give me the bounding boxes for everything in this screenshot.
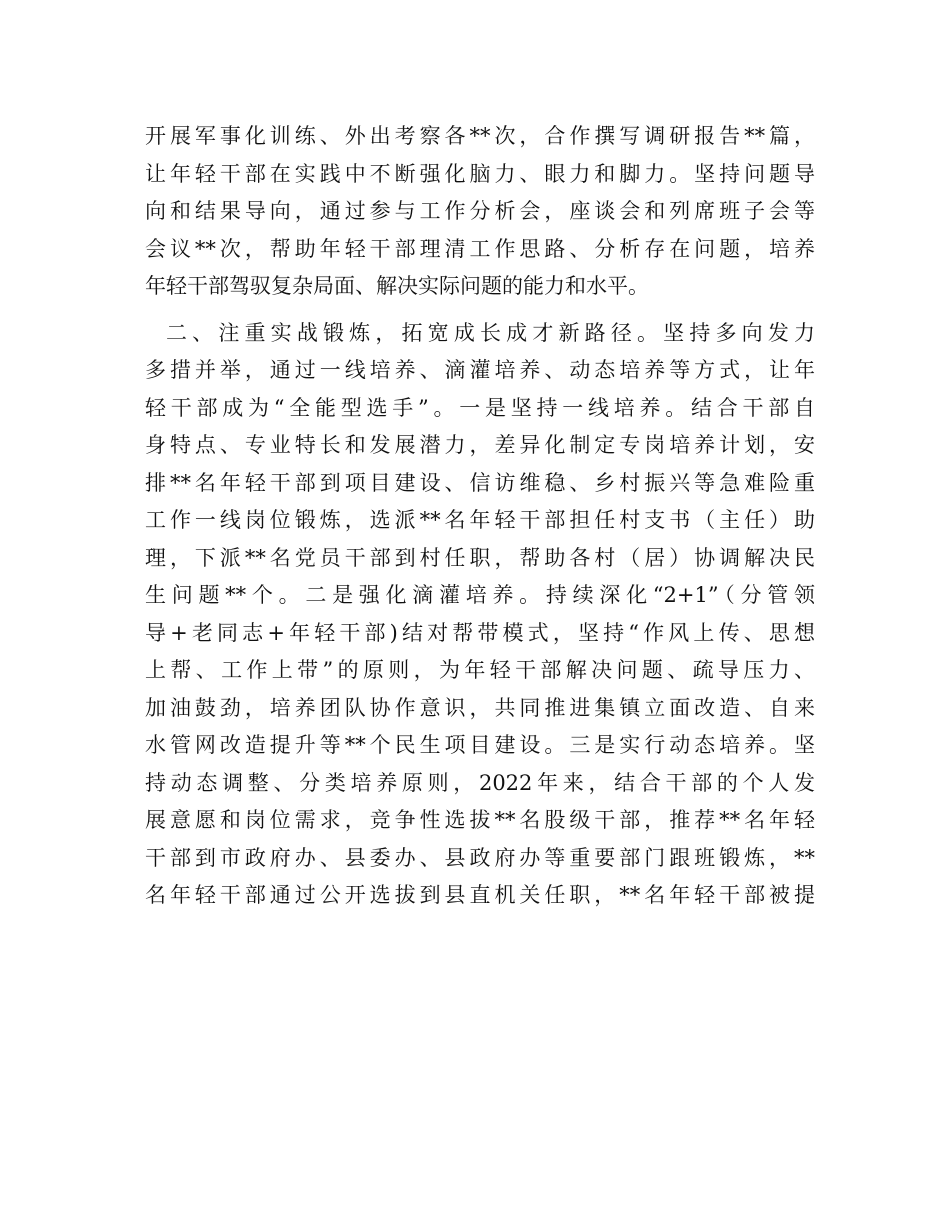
- text-line: 上帮、工作上带”的原则，为年轻干部解决问题、疏导压力、: [145, 658, 815, 682]
- text-line: 向和结果导向，通过参与工作分析会，座谈会和列席班子会等: [145, 199, 815, 223]
- text-line: 会议**次，帮助年轻干部理清工作思路、分析存在问题，培养: [145, 236, 815, 261]
- text-line: 多措并举，通过一线培养、滴灌培养、动态培养等方式，让年: [145, 358, 815, 382]
- body-text: [145, 118, 815, 915]
- text-line: 加油鼓劲，培养团队协作意识，共同推进集镇立面改造、自来: [145, 695, 815, 720]
- paragraph-1: [145, 118, 815, 306]
- text-line: 理，下派**名党员干部到村任职，帮助各村（居）协调解决民: [145, 545, 815, 570]
- paragraph-2: [145, 315, 815, 915]
- text-line: 让年轻干部在实践中不断强化脑力、眼力和脚力。坚持问题导: [145, 161, 815, 186]
- text-line: 排**名年轻干部到项目建设、信访维稳、乡村振兴等急难险重: [145, 470, 815, 495]
- text-line: 开展军事化训练、外出考察各**次，合作撰写调研报告**篇，: [145, 124, 815, 148]
- text-line: 轻干部成为“全能型选手”。一是坚持一线培养。结合干部自: [145, 395, 815, 420]
- text-line: 展意愿和岗位需求，竞争性选拔**名股级干部，推荐**名年轻: [145, 808, 815, 832]
- text-line: 生问题**个。二是强化滴灌培养。持续深化“2+1”（分管领: [145, 583, 815, 607]
- text-line: 名年轻干部通过公开选拔到县直机关任职，**名年轻干部被提: [145, 883, 815, 907]
- text-line: 身特点、专业特长和发展潜力，差异化制定专岗培养计划，安: [145, 433, 815, 457]
- paragraph-gap: [145, 306, 815, 315]
- text-line: 工作一线岗位锻炼，选派**名年轻干部担任村支书（主任）助: [145, 508, 815, 532]
- text-line: 干部到市政府办、县委办、县政府办等重要部门跟班锻炼，**: [145, 845, 815, 870]
- text-line: 持动态调整、分类培养原则，2022年来，结合干部的个人发: [145, 770, 815, 795]
- text-line: 二、注重实战锻炼，拓宽成长成才新路径。坚持多向发力: [166, 320, 815, 345]
- text-line: 年轻干部驾驭复杂局面、解决实际问题的能力和水平。: [145, 274, 649, 298]
- text-line: 导+老同志+年轻干部)结对帮带模式，坚持“作风上传、思想: [145, 620, 815, 645]
- text-line: 水管网改造提升等**个民生项目建设。三是实行动态培养。坚: [145, 733, 815, 757]
